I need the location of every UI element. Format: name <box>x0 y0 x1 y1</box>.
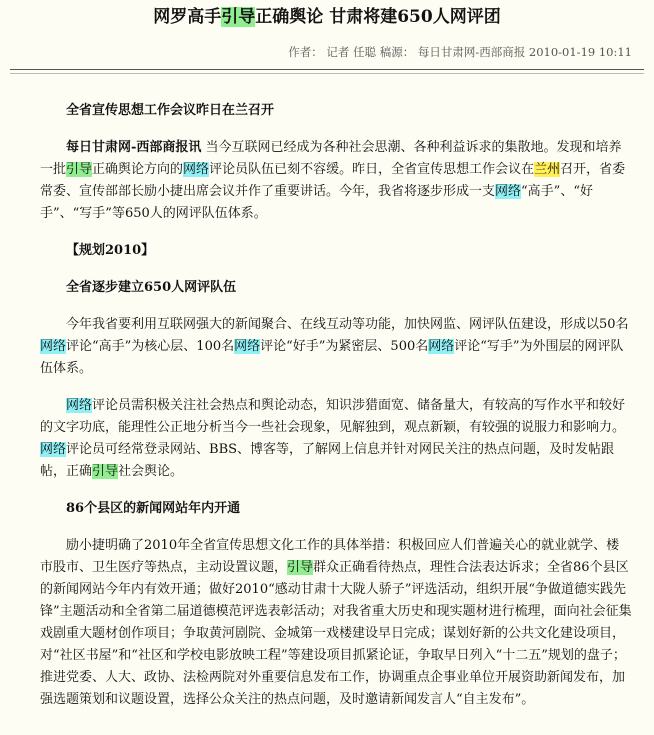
keyword-highlight: 引导 <box>66 162 93 177</box>
subheading-team: 全省逐步建立650人网评队伍 <box>66 280 237 295</box>
title-text-2: 正确舆论 甘肃将建650人网评团 <box>255 7 501 27</box>
section-tag: 【规划2010】 <box>66 243 155 258</box>
text: 评论员队伍已刻不容缓。昨日，全省宣传思想工作会议在 <box>209 162 535 177</box>
text: 评论“好手”为紧密层、500名 <box>260 339 429 354</box>
text: 群众正确看待热点，理性合法表达诉求；全省86个县区的新闻网站今年内有效开通；做好2010“感动甘肃十大陇人骄子”评选活动，组织开展“争做道德实践先锋”主题活动和全省第二届道德模范评选表彰活动；对我省重大历史和现实题材进行梳理，面向社会征集戏剧重大题材创作项目；争取黄河剧院、金城第一戏楼建设早日完成；谋划好新的公共文化建设项目，对“社区书屋”和“社区和学校电影放映工程”等建设项目抓紧论证，争取早日列入“十二五”规划的盘子；推进党委、人大、政协、法检两院对外重要信息发布工作，协调重点企事业单位开展资助新闻发布，加强选题策划和议题设置，选择公众关注的热点问题，及时邀请新闻发言人“自主发布”。 <box>40 560 632 707</box>
keyword-highlight: 网络 <box>234 339 261 354</box>
paragraph-measures <box>40 535 632 711</box>
keyword-highlight: 网络 <box>40 339 67 354</box>
keyword-highlight: 网络 <box>428 339 455 354</box>
paragraph-intro <box>40 137 632 225</box>
divider <box>10 69 644 70</box>
text: 社会舆论。 <box>118 464 184 479</box>
text: 评论员可经常登录网站、BBS、博客等，了解网上信息并针对网民关注的热点问题，及时发帖跟帖，正确 <box>40 442 615 479</box>
article-meta: 作者： 记者 任聪 稿源： 每日甘肃网-西部商报 2010-01-19 10:11 <box>288 45 632 59</box>
text: 今年我省要利用互联网强大的新闻聚合、在线互动等功能，加快网监、网评队伍建设，形成以50名 <box>66 317 629 332</box>
title-text-1: 网罗高手 <box>153 7 222 27</box>
paragraph-plan <box>40 314 632 380</box>
keyword-highlight: 兰州 <box>534 162 561 177</box>
paragraph-commentators <box>40 395 632 483</box>
article-title <box>0 4 654 30</box>
text: 正确舆论方向的 <box>92 162 184 177</box>
keyword-highlight: 引导 <box>287 560 314 575</box>
text: “高手”、“好手”、“写手”等650人的网评队伍体系。 <box>40 184 593 221</box>
keyword-highlight: 网络 <box>495 184 522 199</box>
text: 评论“高手”为核心层、100名 <box>66 339 235 354</box>
keyword-highlight: 网络 <box>40 442 67 457</box>
keyword-highlight: 网络 <box>183 162 210 177</box>
text: 召开，省委常委、宣传部部长励小捷出席会议并作了重要讲话。今年，我省将逐步形成一支 <box>40 162 626 199</box>
keyword-highlight: 引导 <box>92 464 119 479</box>
text: 评论员需积极关注社会热点和舆论动态，知识涉猎面宽、储备量大，有较高的写作水平和较好的文字功底，能理性公正地分析当今一些社会现象，见解独到，观点新颖，有较强的说服力和影响力。 <box>40 398 626 435</box>
text: 励小捷明确了2010年全省宣传思想文化工作的具体举措：积极回应人们普遍关心的就业就学、楼市股市、卫生医疗等热点，主动设置议题， <box>40 538 620 575</box>
subheading-county-sites: 86个县区的新闻网站年内开通 <box>66 501 241 516</box>
keyword-highlight: 网络 <box>66 398 93 413</box>
title-highlight-yindao: 引导 <box>221 7 256 27</box>
subheading-meeting: 全省宣传思想工作会议昨日在兰召开 <box>66 103 275 118</box>
text: 当今互联网已经成为各种社会思潮、各种利益诉求的集散地。发现和培养一批 <box>40 140 622 177</box>
byline: 每日甘肃网-西部商报讯 <box>66 140 202 155</box>
article-body <box>40 100 632 726</box>
divider-secondary <box>10 73 644 74</box>
text: 评论“写手”为外围层的网评队伍体系。 <box>40 339 624 376</box>
